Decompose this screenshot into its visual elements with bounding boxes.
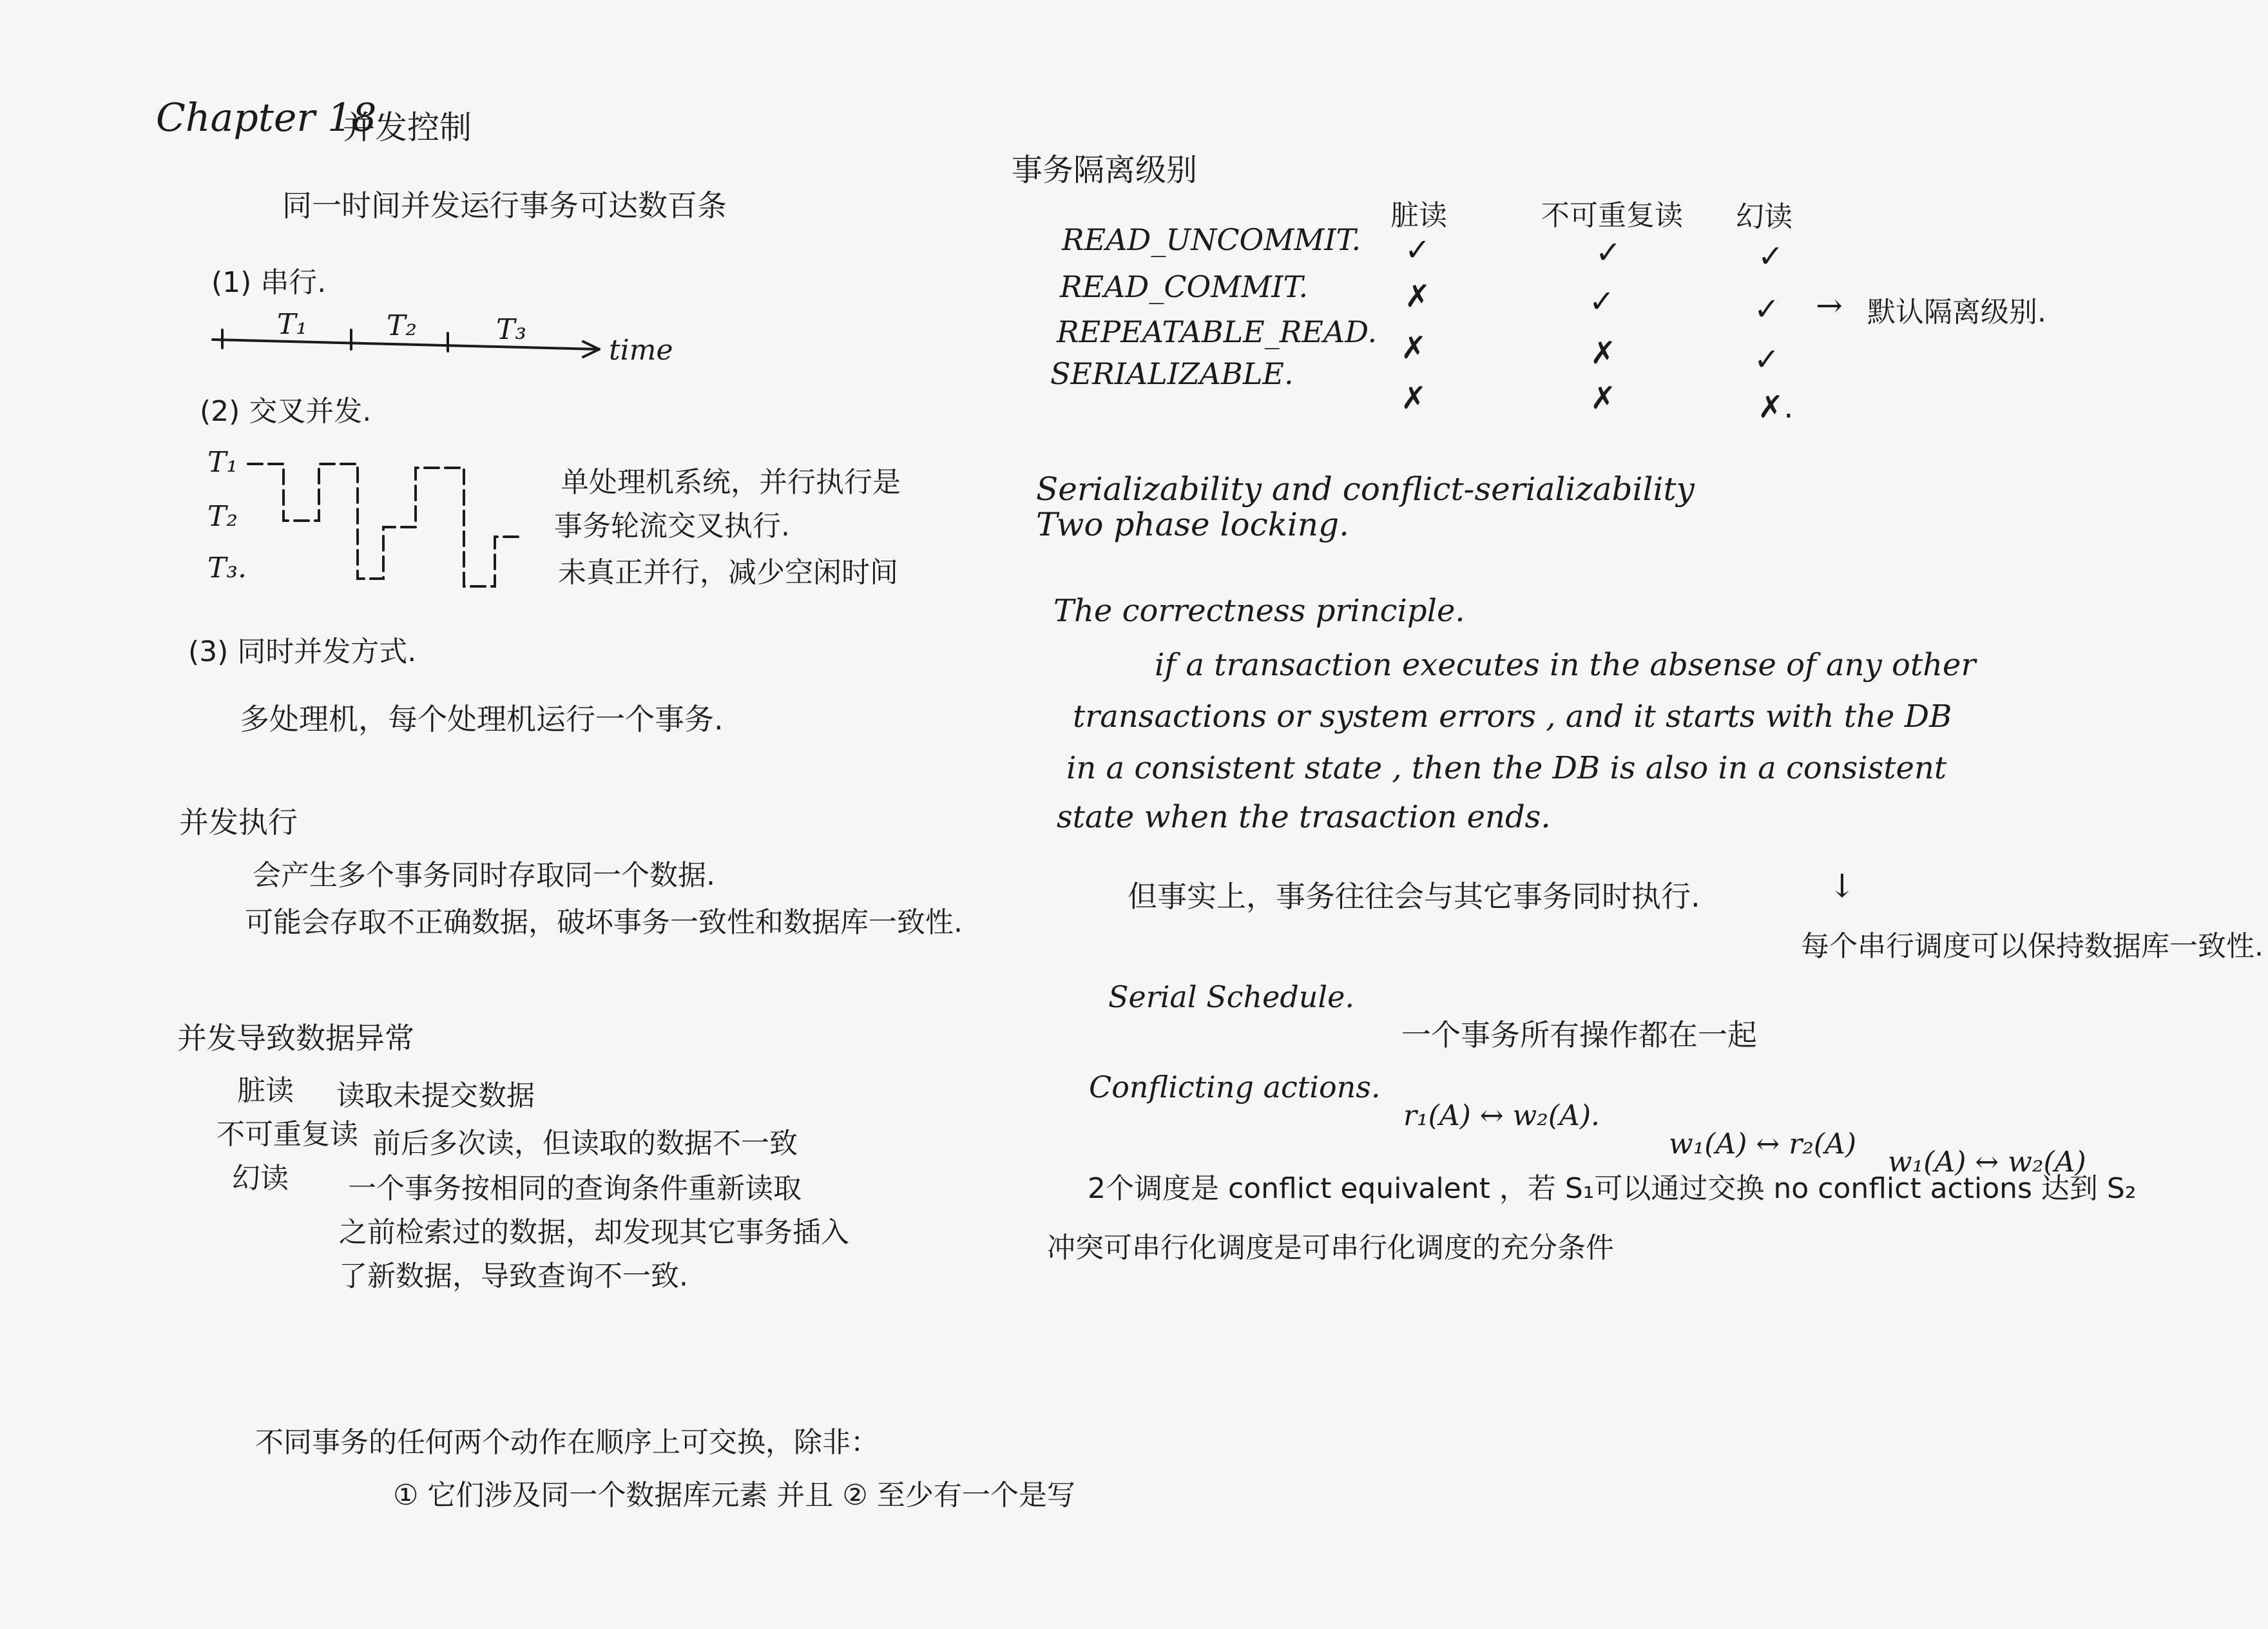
isolation-level-repeatable-read: REPEATABLE_READ. [1057, 314, 1378, 349]
interleaved-heading: (2) 交叉并发. [200, 395, 372, 428]
correctness-heading: The correctness principle. [1053, 593, 1465, 629]
conflict-pair-r1-w2: r₁(A) ↔ w₂(A). [1403, 1099, 1600, 1132]
anomaly-desc-phantom-read: 一个事务按相同的查询条件重新读取 [348, 1172, 802, 1205]
conflict-serializable-conclusion: 冲突可串行化调度是可串行化调度的充分条件 [1047, 1231, 1614, 1264]
interleaved-timing-path [248, 464, 523, 586]
mark-r3-c3: ✓ [1754, 342, 1780, 378]
correctness-line-2: transactions or system errors , and it starts with the DB [1073, 699, 1952, 735]
isolation-level-read-uncommit: READ_UNCOMMIT. [1062, 222, 1361, 257]
footer-rule-line-1: 不同事务的任何两个动作在顺序上可交换，除非： [255, 1426, 879, 1459]
conflict-pair-w1-r2: w₁(A) ↔ r₂(A) [1669, 1128, 1857, 1161]
mark-r4-c1: ✗ [1401, 380, 1427, 416]
mark-r4-c3: ✗. [1758, 389, 1794, 425]
correctness-line-1: if a transaction executes in the absense of any other [1155, 647, 1976, 683]
mark-r4-c2: ✗ [1590, 380, 1617, 416]
intro-text: 同一时间并发运行事务可达数百条 [282, 188, 727, 223]
serializability-line: Serializability and conflict-serializability [1036, 470, 1695, 508]
interleaved-note-1: 单处理机系统，并行执行是 [561, 466, 901, 499]
simultaneous-text: 多处理机，每个处理机运行一个事务. [240, 702, 724, 737]
correctness-line-4: state when the trasaction ends. [1057, 799, 1551, 835]
concurrent-exec-line-1: 会产生多个事务同时存取同一个数据. [253, 859, 715, 892]
interleaved-t1-label: T₁ [207, 446, 238, 479]
conflicting-actions-term: Conflicting actions. [1089, 1070, 1381, 1104]
concurrent-exec-line-2: 可能会存取不正确数据，破坏事务一致性和数据库一致性. [245, 906, 963, 939]
interleaved-t2-label: T₂ [207, 500, 238, 533]
isolation-level-serializable: SERIALIZABLE. [1050, 356, 1294, 391]
correctness-side-note: 每个串行调度可以保持数据库一致性. [1801, 930, 2263, 963]
footer-rule-line-2: ① 它们涉及同一个数据库元素 并且 ② 至少有一个是写 [393, 1479, 1075, 1512]
phantom-read-continuation-1: 之前检索过的数据，却发现其它事务插入 [339, 1216, 849, 1249]
anomalies-heading: 并发导致数据异常 [177, 1021, 414, 1055]
phantom-read-continuation-2: 了新数据，导致查询不一致. [339, 1260, 688, 1293]
anomaly-desc-dirty-read: 读取未提交数据 [336, 1079, 535, 1112]
mark-r3-c2: ✗ [1590, 335, 1617, 371]
serial-t3-label: T₃ [496, 313, 526, 346]
correctness-line-3: in a consistent state , then the DB is also in a consistent [1066, 750, 1947, 786]
mark-r1-c3: ✓ [1758, 238, 1784, 275]
anomaly-term-dirty-read: 脏读 [237, 1074, 294, 1107]
anomaly-desc-non-repeatable-read: 前后多次读，但读取的数据不一致 [372, 1127, 798, 1160]
time-axis-label: time [609, 334, 673, 367]
two-phase-locking-line: Two phase locking. [1036, 506, 1350, 543]
mark-r1-c2: ✓ [1595, 235, 1622, 271]
concurrent-exec-heading: 并发执行 [179, 805, 298, 840]
mark-r2-c3: ✓ [1754, 291, 1780, 327]
mark-r1-c1: ✓ [1405, 232, 1431, 268]
isolation-level-read-commit: READ_COMMIT. [1060, 269, 1309, 304]
simultaneous-heading: (3) 同时并发方式. [188, 635, 417, 668]
serial-t2-label: T₂ [387, 309, 417, 342]
serial-schedule-term: Serial Schedule. [1108, 979, 1354, 1014]
correctness-note: 但事实上，事务往往会与其它事务同时执行. [1128, 879, 1700, 914]
mark-r2-c1: ✗ [1405, 278, 1431, 314]
serial-schedule-desc: 一个事务所有操作都在一起 [1401, 1017, 1757, 1052]
mark-r2-c2: ✓ [1589, 284, 1615, 320]
conflict-equivalent-line: 2个调度是 conflict equivalent ，若 S₁可以通过交换 no conflict actions 达到 S₂ [1088, 1172, 2137, 1205]
chapter-subtitle: 并发控制 [343, 109, 472, 146]
interleaved-note-2: 事务轮流交叉执行. [554, 510, 790, 543]
default-level-note: 默认隔离级别. [1867, 296, 2046, 329]
serial-t1-label: T₁ [277, 308, 307, 341]
correctness-down-arrow: ↓ [1829, 867, 1856, 905]
isolation-heading: 事务隔离级别 [1012, 152, 1198, 188]
interleaved-note-3: 未真正并行，减少空闲时间 [558, 556, 898, 589]
anomaly-term-phantom-read: 幻读 [232, 1162, 289, 1195]
anomaly-term-non-repeatable-read: 不可重复读 [216, 1118, 358, 1151]
mark-r3-c1: ✗ [1401, 330, 1427, 366]
conflict-pair-w1-w2: w₁(A) ↔ w₂(A) [1888, 1146, 2086, 1179]
isolation-col-phantom: 幻读 [1736, 200, 1792, 233]
isolation-col-dirty-read: 脏读 [1390, 199, 1447, 232]
isolation-col-non-repeatable: 不可重复读 [1541, 199, 1683, 232]
serial-heading: (1) 串行. [211, 266, 327, 299]
default-level-arrow: → [1816, 287, 1843, 324]
interleaved-t3-label: T₃. [207, 552, 247, 584]
chapter-title: Chapter 18 [156, 95, 377, 140]
